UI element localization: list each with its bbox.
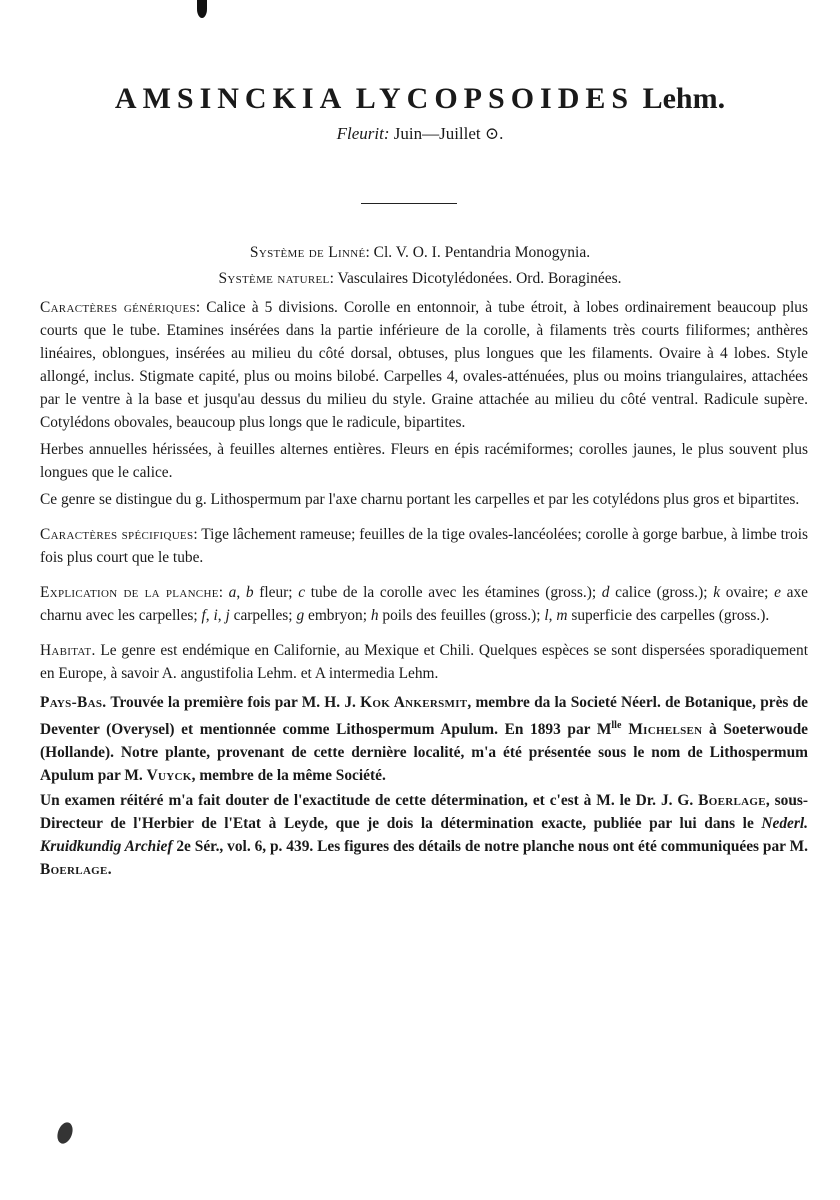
paysbas-name-3: Vuyck: [146, 767, 192, 785]
figure-letter: g: [296, 607, 305, 624]
system-linne-label: Système de Linné: [249, 244, 366, 261]
figure-letter: a: [228, 584, 237, 601]
generic-label: Caractères génériques: [40, 299, 196, 316]
figure-letter: k: [713, 584, 721, 601]
explication-fragment: carpelles;: [229, 607, 297, 624]
explication-fragment: axe charnu avec les carpelles;: [40, 584, 808, 624]
body-text: [40, 296, 808, 885]
examen-text-2: , sous-Directeur de l'Herbier de l'Etat à Leyde, que je dois la détermination exacte, publiée par lui dans le: [40, 792, 808, 833]
paysbas-text-4: , membre de la même Société.: [191, 767, 386, 785]
figure-letter: m: [556, 607, 568, 624]
explication-fragment: embryon;: [304, 607, 371, 624]
habitat-label: Habitat.: [40, 642, 96, 659]
figure-letter: j: [225, 607, 230, 624]
flowering-value: Juin—Juillet ⊙.: [393, 124, 504, 143]
explication-fragment: tube de la corolle avec les étamines (gross.);: [305, 584, 602, 601]
title-species: LYCOPSOIDES: [355, 82, 635, 115]
generic-characters: [40, 296, 808, 434]
title-genus: AMSINCKIA: [114, 82, 348, 115]
system-naturel-label: Système naturel: [218, 270, 330, 287]
figure-letter: l: [544, 607, 549, 624]
paysbas-name-1: Kok Ankersmit: [360, 694, 468, 711]
explication-fragment: superficie des carpelles (gross.).: [567, 607, 770, 624]
generic-text: : Calice à 5 divisions. Corolle en entonnoir, à tube étroit, à lobes ordinairement beaucoup plus courts que le tube. Etamines insérées dans la partie inférieure de la corolle, à filaments très courts filiformes; anthères linéaires, oblongues, insérées au milieu du côté dorsal, obtuses, plus longues que les filaments. Ovaire à 4 lobes. Style allongé, inclus. Stigmate capité, plus ou moins bilobé. Carpelles 4, ovales-atténuées, plus ou moins triangulaires, attachées par le ventre à la base et jusqu'au dessus du milieu du style. Graine attachée au milieu du côté ventral. Radicule supère. Cotylédons obovales, beaucoup plus longs que le radicule, bipartites.: [40, 299, 808, 431]
page-title: [0, 82, 840, 116]
paysbas-sup: lle: [611, 720, 622, 731]
system-naturel: [0, 270, 840, 288]
system-linne: [0, 244, 840, 262]
paysbas-text-2: , membre da la Societé Néerl. de Botanique, près de Deventer (Overysel) et mentionnée comme Lithospermum Apulum. En 1893 par M: [40, 694, 808, 739]
explication-fragment: ,: [205, 607, 214, 624]
herbes-paragraph: Herbes annuelles hérissées, à feuilles alternes entières. Fleurs en épis racémiformes; corolles jaunes, le plus souvent plus longues que le calice.: [40, 441, 808, 481]
ink-speck: [55, 1120, 76, 1145]
divider-rule: [361, 203, 457, 204]
system-linne-value: : Cl. V. O. I. Pentandria Monogynia.: [365, 244, 591, 261]
paysbas-text-3: à Soeterwoude (Hollande). Notre plante, provenant de cette dernière localité, m'a été présentée sous le nom de Lithospermum Apulum par M.: [40, 721, 809, 785]
system-naturel-value: : Vasculaires Dicotylédonées. Ord. Boraginées.: [329, 270, 622, 287]
paysbas-label: Pays-Bas.: [40, 694, 107, 711]
examen-paragraph: [40, 789, 808, 881]
genre-paragraph: Ce genre se distingue du g. Lithospermum par l'axe charnu portant les carpelles et par les cotylédons plus gros et bipartites.: [40, 491, 800, 508]
examen-name-1: Boerlage: [698, 792, 766, 810]
figure-letter: i: [213, 607, 218, 624]
explication-fragment: ovaire;: [720, 584, 775, 601]
specific-characters: [40, 523, 808, 569]
examen-text-3: 2e Sér., vol. 6, p. 439. Les figures des détails de notre planche nous ont été communiquées par M.: [172, 838, 808, 856]
figure-letter: c: [298, 584, 306, 601]
figure-letter: f: [201, 607, 206, 624]
examen-journal: Nederl. Kruidkundig Archief: [40, 815, 808, 856]
examen-name-2: Boerlage: [40, 861, 108, 879]
explication-fragment: :: [218, 584, 229, 601]
explication-fragment: ,: [548, 607, 557, 624]
explication-fragment: fleur;: [253, 584, 299, 601]
paysbas-text-1: Trouvée la première fois par M. H. J.: [106, 694, 361, 711]
examen-text-1: Un examen réitéré m'a fait douter de l'exactitude de cette détermination, et c'est à M. le Dr. J. G.: [40, 792, 699, 810]
figure-letter: h: [370, 607, 379, 624]
title-author: Lehm.: [642, 82, 726, 115]
paysbas-name-2: Michelsen: [621, 721, 703, 739]
figure-letter: b: [245, 584, 254, 601]
paysbas-paragraph: [40, 691, 808, 787]
explication-fragment: ,: [236, 584, 246, 601]
figure-letter: e: [774, 584, 781, 601]
explication-paragraph: [40, 581, 808, 627]
flowering-label: Fleurit:: [336, 124, 390, 143]
figure-letter: d: [601, 584, 610, 601]
examen-text-4: .: [107, 861, 112, 879]
flowering-line: [0, 124, 840, 144]
explication-fragment: poils des feuilles (gross.);: [378, 607, 545, 624]
explication-label: Explication de la planche: [40, 584, 219, 601]
specific-label: Caractères spécifiques: [40, 526, 194, 543]
explication-fragment: calice (gross.);: [609, 584, 714, 601]
explication-fragment: ,: [217, 607, 226, 624]
habitat-paragraph: [40, 639, 808, 685]
habitat-text: Le genre est endémique en Californie, au Mexique et Chili. Quelques espèces se sont dispersées sporadiquement en Europe, à savoir A. angustifolia Lehm. et A intermedia Lehm.: [40, 642, 808, 682]
ink-speck: [197, 0, 207, 18]
specific-text: : Tige lâchement rameuse; feuilles de la tige ovales-lancéolées; corolle à gorge barbue, à limbe trois fois plus court que le tube.: [40, 526, 808, 566]
